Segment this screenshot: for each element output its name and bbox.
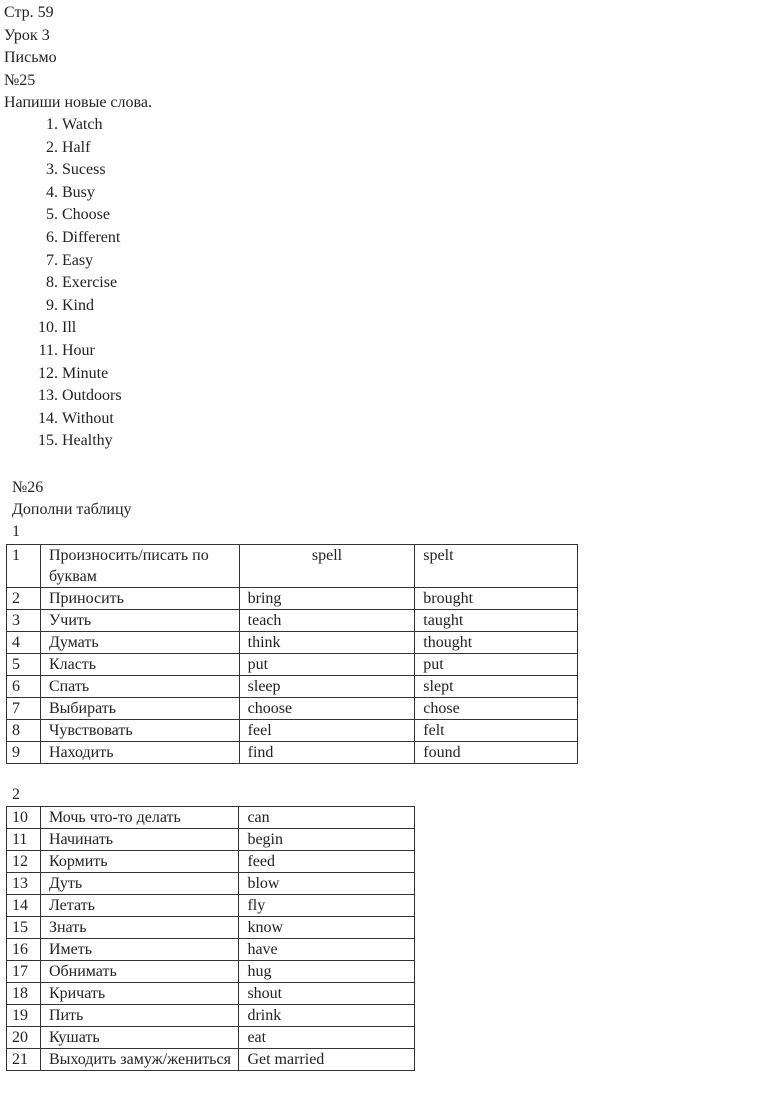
infinitive: drink [239,1005,415,1027]
word-number: 12. [38,364,58,382]
word-number: 1. [46,116,58,133]
table-1-label: 1 [12,523,20,540]
word-text: Sucess [62,161,106,179]
row-number: 3 [7,610,41,632]
infinitive: feel [239,720,415,742]
word-number: 13. [38,387,58,405]
row-number: 16 [7,939,41,961]
infinitive: choose [239,698,415,720]
verb-table-1 [6,544,578,764]
row-number: 4 [7,632,41,654]
list-item [30,430,122,453]
russian-verb: Пить [40,1005,239,1027]
table-row [7,698,578,720]
infinitive: think [239,632,415,654]
infinitive: can [239,807,415,829]
infinitive: bring [239,588,415,610]
row-number: 18 [7,983,41,1005]
word-text: Ill [62,319,77,337]
verb-table-2 [6,806,415,1071]
infinitive: Get married [239,1049,415,1071]
russian-verb: Спать [40,676,239,698]
table-row [7,588,578,610]
word-number: 5. [46,206,58,224]
word-text: Different [62,228,121,246]
lesson-title: Урок 3 [4,27,50,44]
table-row [7,983,415,1005]
word-list [30,114,122,453]
list-item [30,182,122,205]
row-number: 20 [7,1027,41,1049]
row-number: 21 [7,1049,41,1071]
russian-verb: Мочь что-то делать [40,807,239,829]
russian-verb: Начинать [40,829,239,851]
infinitive: begin [239,829,415,851]
word-text: Busy [62,183,95,201]
table-row [7,545,578,588]
list-item [30,295,122,318]
table-row [7,742,578,764]
table-row [7,895,415,917]
word-number: 6. [46,228,58,246]
word-text: Healthy [62,432,113,450]
word-number: 14. [38,409,58,427]
section-title: Письмо [4,49,57,66]
row-number: 12 [7,851,41,873]
word-text: Exercise [62,274,118,292]
row-number: 10 [7,807,41,829]
row-number: 14 [7,895,41,917]
row-number: 15 [7,917,41,939]
table-row [7,851,415,873]
word-number: 10. [38,319,58,337]
russian-verb: Выходить замуж/жениться [40,1049,239,1071]
table-row [7,632,578,654]
exercise-26-number: №26 [12,479,44,496]
word-number: 9. [46,296,58,314]
table-row [7,961,415,983]
word-text: Kind [62,296,94,314]
word-text: Watch [62,116,103,133]
past-form: felt [415,720,578,742]
table-row [7,1005,415,1027]
table-row [7,676,578,698]
list-item [30,114,122,137]
russian-verb: Класть [40,654,239,676]
infinitive: blow [239,873,415,895]
word-text: Outdoors [62,387,122,405]
word-text: Without [62,409,114,427]
word-number: 4. [46,183,58,201]
row-number: 5 [7,654,41,676]
russian-verb: Летать [40,895,239,917]
russian-verb: Чувствовать [40,720,239,742]
table-row [7,939,415,961]
row-number: 13 [7,873,41,895]
past-form: thought [415,632,578,654]
past-form: put [415,654,578,676]
russian-verb: Кушать [40,1027,239,1049]
past-form: taught [415,610,578,632]
past-form: found [415,742,578,764]
row-number: 7 [7,698,41,720]
russian-verb: Обнимать [40,961,239,983]
word-text: Easy [62,251,94,269]
russian-verb: Иметь [40,939,239,961]
word-text: Hour [62,341,95,359]
exercise-26-task: Дополни таблицу [12,501,132,518]
past-form: brought [415,588,578,610]
word-text: Choose [62,206,110,224]
list-item [30,204,122,227]
row-number: 6 [7,676,41,698]
infinitive: shout [239,983,415,1005]
table-row [7,1027,415,1049]
russian-verb: Учить [40,610,239,632]
row-number: 19 [7,1005,41,1027]
infinitive: hug [239,961,415,983]
russian-verb: Находить [40,742,239,764]
table-row [7,610,578,632]
list-item [30,250,122,273]
table-row [7,1049,415,1071]
row-number: 17 [7,961,41,983]
infinitive: put [239,654,415,676]
list-item [30,317,122,340]
row-number: 2 [7,588,41,610]
list-item [30,137,122,160]
list-item [30,408,122,431]
word-text: Minute [62,364,109,382]
infinitive: feed [239,851,415,873]
infinitive: find [239,742,415,764]
infinitive: sleep [239,676,415,698]
russian-verb: Думать [40,632,239,654]
table-row [7,807,415,829]
table-row [7,720,578,742]
infinitive: spell [239,545,415,588]
infinitive: know [239,917,415,939]
list-item [30,272,122,295]
list-item [30,159,122,182]
list-item [30,227,122,250]
word-number: 8. [46,274,58,292]
past-form: spelt [415,545,578,588]
word-number: 15. [38,432,58,450]
russian-verb: Дуть [40,873,239,895]
russian-verb: Приносить [40,588,239,610]
exercise-25-task: Напиши новые слова. [4,94,152,111]
infinitive: fly [239,895,415,917]
past-form: chose [415,698,578,720]
russian-verb: Кричать [40,983,239,1005]
row-number: 8 [7,720,41,742]
word-number: 11. [38,341,58,359]
list-item [30,340,122,363]
word-number: 2. [46,138,58,156]
row-number: 11 [7,829,41,851]
page-number: Стр. 59 [4,4,54,21]
row-number: 1 [7,545,41,588]
word-number: 7. [46,251,58,269]
infinitive: eat [239,1027,415,1049]
russian-verb: Произносить/писать по буквам [40,545,239,588]
table-row [7,873,415,895]
list-item [30,363,122,386]
past-form: slept [415,676,578,698]
table-row [7,829,415,851]
infinitive: teach [239,610,415,632]
table-2-label: 2 [12,786,20,803]
russian-verb: Выбирать [40,698,239,720]
russian-verb: Знать [40,917,239,939]
word-number: 3. [46,161,58,179]
word-text: Half [62,138,91,156]
table-row [7,654,578,676]
infinitive: have [239,939,415,961]
exercise-25-number: №25 [4,72,36,89]
russian-verb: Кормить [40,851,239,873]
table-row [7,917,415,939]
row-number: 9 [7,742,41,764]
list-item [30,385,122,408]
